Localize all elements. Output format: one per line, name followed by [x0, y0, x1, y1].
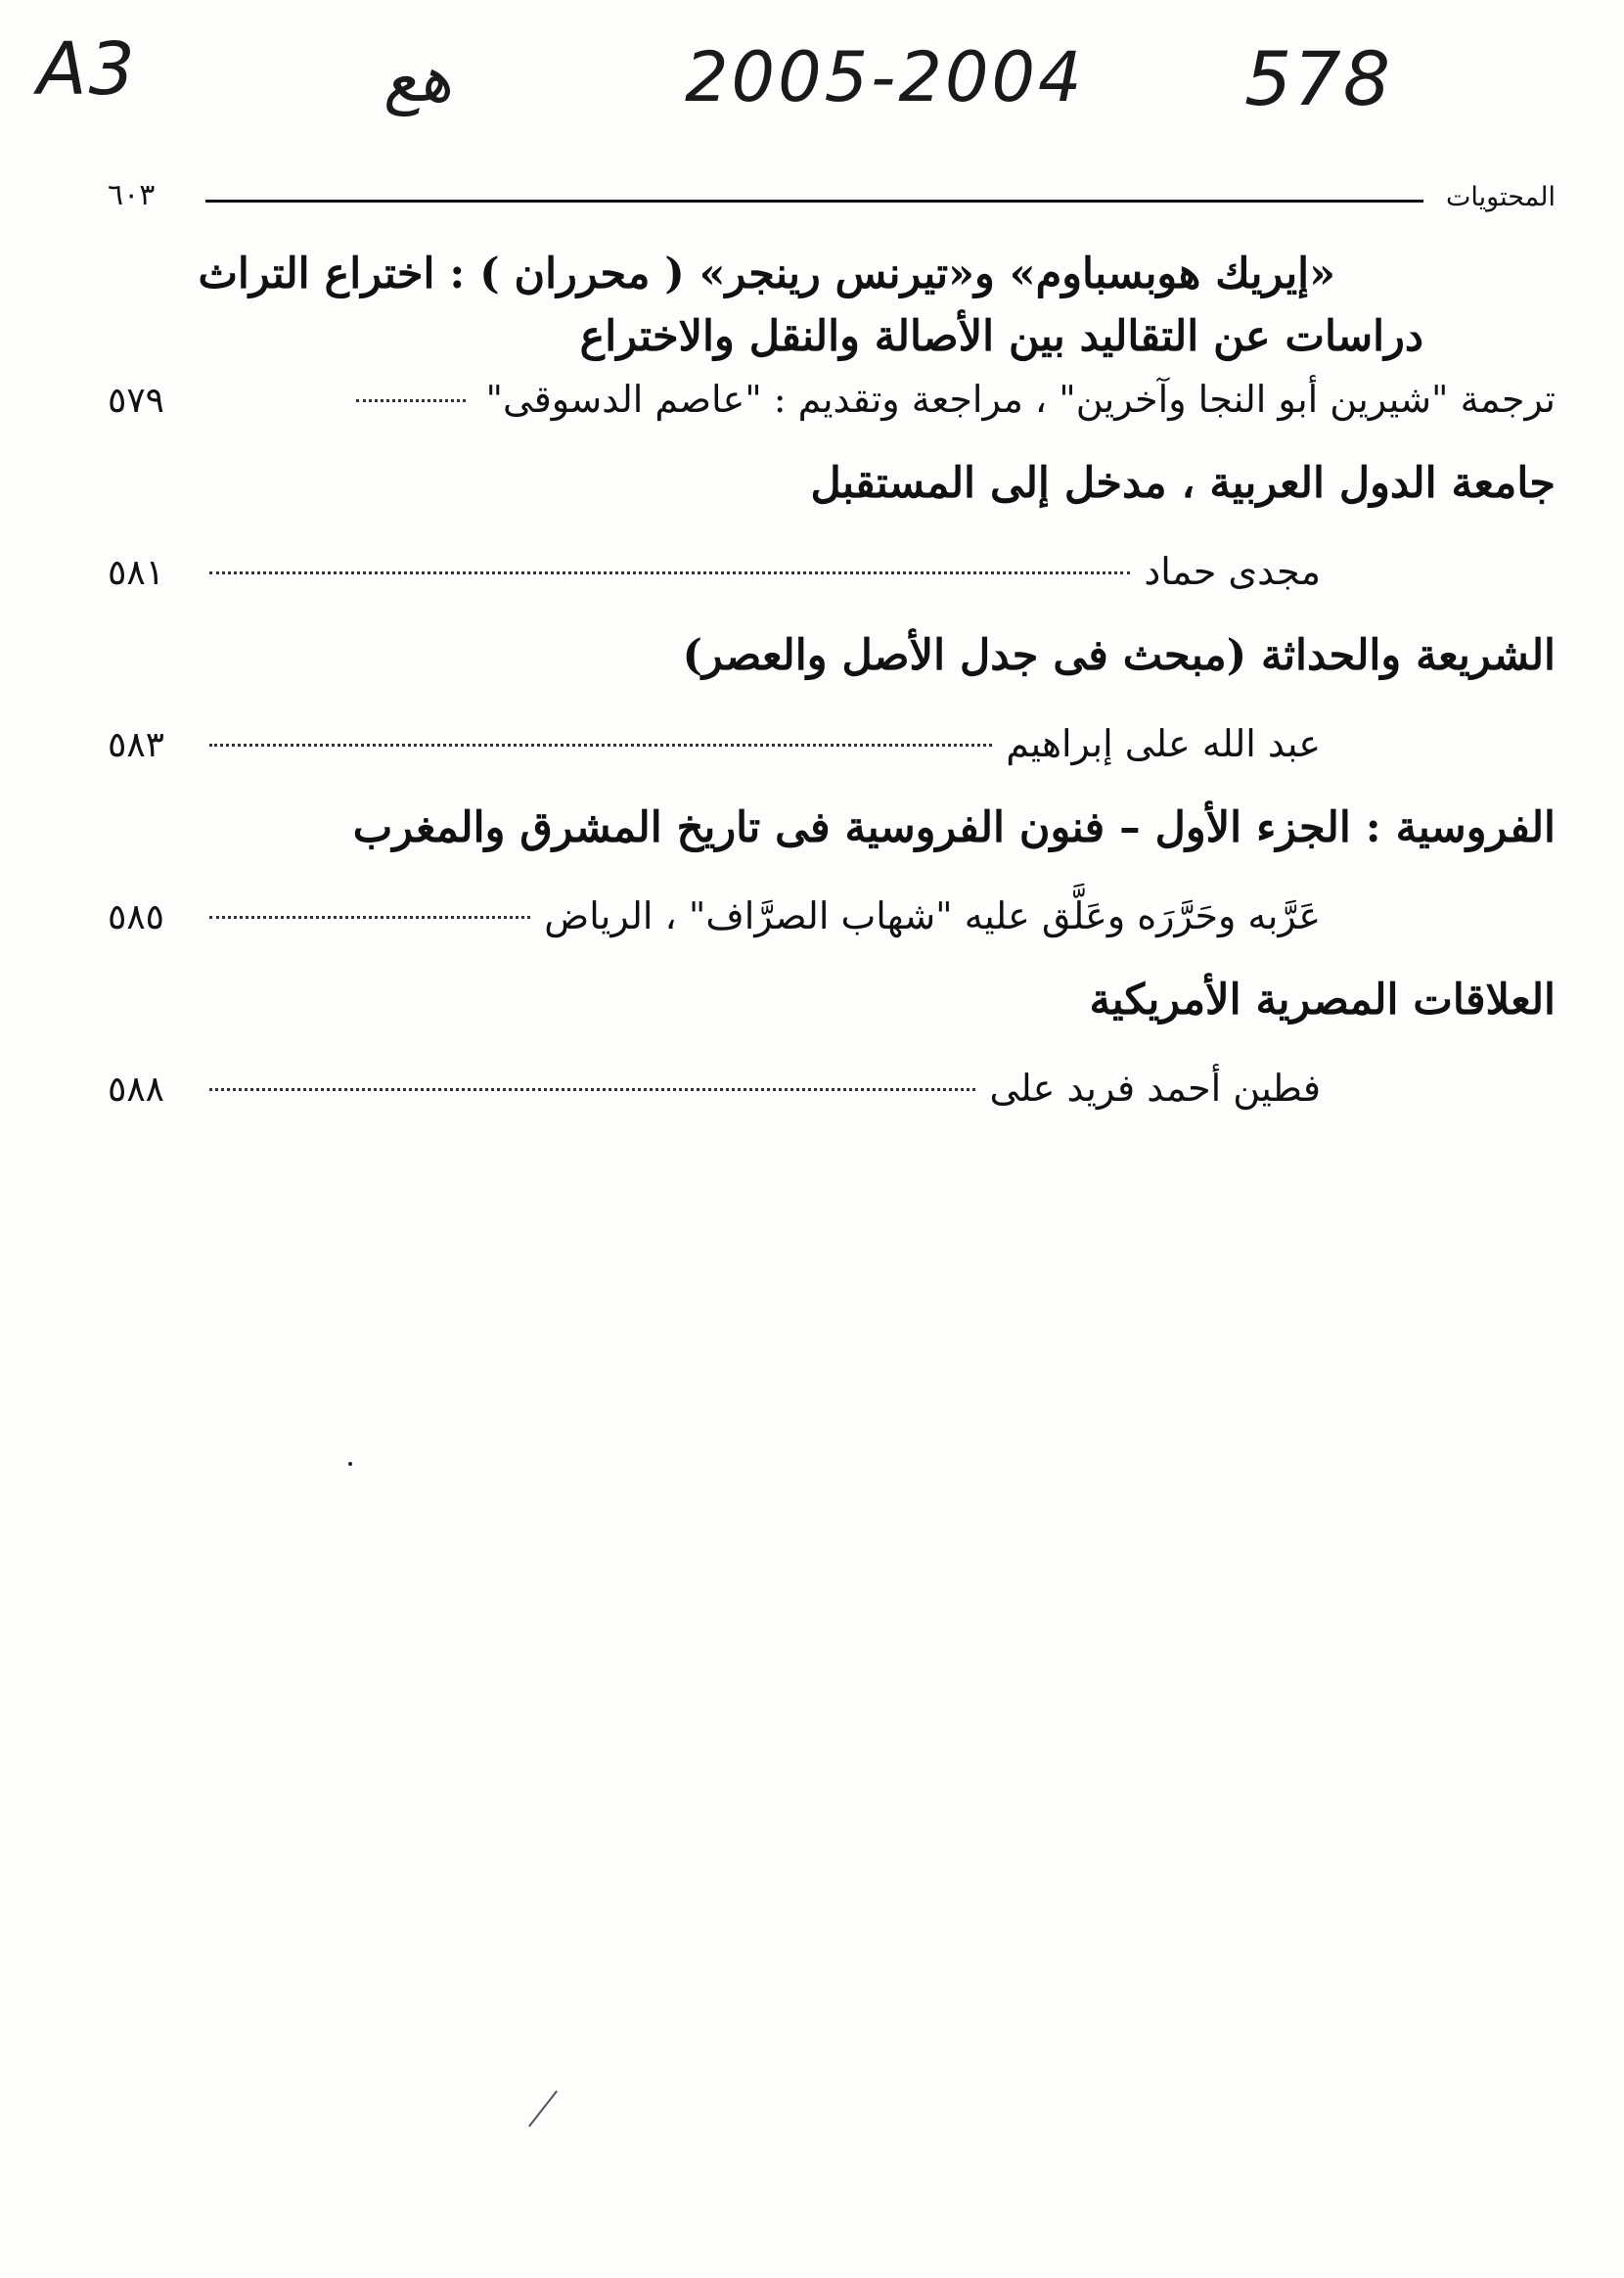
leader-dots: [209, 916, 530, 919]
entry-title: «إيريك هوبسباوم» و«تيرنس رينجر» ( محرران ) : اختراع التراث: [198, 250, 1335, 298]
entry-author-line: [108, 368, 1556, 431]
entry-title: العلاقات المصرية الأمريكية: [1089, 976, 1556, 1025]
contents-list: [108, 243, 1556, 1119]
entry-author: عَرَّبه وحَرَّرَه وعَلَّق عليه "شهاب الصرَّاف" ، الرياض: [544, 894, 1321, 937]
handwritten-mark: A3: [37, 27, 137, 112]
entry-page-number: ٥٨٣: [108, 725, 165, 765]
entry-title: جامعة الدول العربية ، مدخل إلى المستقبل: [810, 459, 1556, 508]
entry-author: فطين أحمد فريد على: [989, 1067, 1321, 1110]
leader-dots: [356, 399, 466, 402]
handwritten-number: 578: [1244, 35, 1393, 122]
entry-author-line: [108, 1057, 1556, 1119]
leader-dots: [209, 744, 992, 747]
entry-author-line: [108, 540, 1556, 603]
handwritten-years: 2005-2004: [685, 37, 1085, 117]
entry-page-number: ٥٨٥: [108, 897, 165, 937]
scan-stroke: [528, 2090, 558, 2126]
header-page-number: ٦٠٣: [108, 178, 156, 212]
entry-page-number: ٥٨١: [108, 553, 165, 593]
entry-title: دراسات عن التقاليد بين الأصالة والنقل والاختراع: [579, 312, 1423, 361]
entry-page-number: ٥٧٩: [108, 381, 165, 421]
leader-dots: [209, 1088, 975, 1091]
entry-author: مجدى حماد: [1144, 550, 1321, 593]
entry-page-number: ٥٨٨: [108, 1070, 165, 1110]
handwritten-ref: ﻫﻊ: [383, 41, 452, 116]
entry-title: الفروسية : الجزء الأول – فنون الفروسية فى تاريخ المشرق والمغرب: [352, 803, 1556, 852]
entry-author-line: [108, 712, 1556, 775]
entry-author: ترجمة "شيرين أبو النجا وآخرين" ، مراجعة وتقديم : "عاصم الدسوقى": [485, 378, 1556, 421]
header-rule: [205, 200, 1423, 203]
running-header: [108, 176, 1556, 225]
scan-speck: [348, 1462, 352, 1466]
entry-title: الشريعة والحداثة (مبحث فى جدل الأصل والعصر): [682, 631, 1556, 680]
entry-author: عبد الله على إبراهيم: [1006, 722, 1321, 765]
entry-author-line: [108, 885, 1556, 947]
leader-dots: [209, 571, 1130, 574]
header-title: المحتويات: [1445, 182, 1556, 212]
